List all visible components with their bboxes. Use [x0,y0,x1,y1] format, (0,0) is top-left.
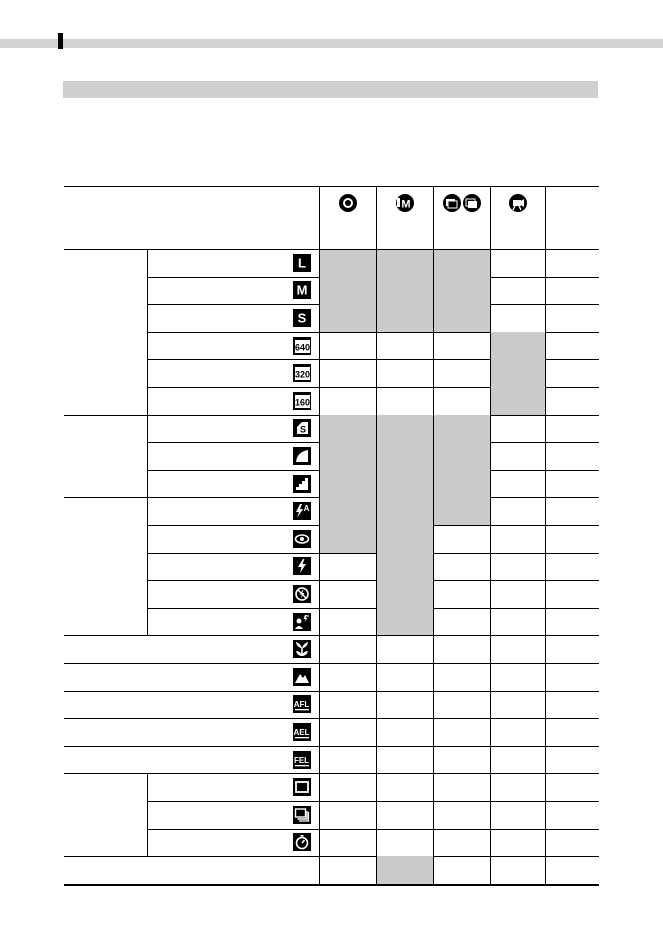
svg-text:S: S [297,310,307,326]
row-divider [147,829,599,830]
group-label-divider [147,773,148,856]
fine-compression-icon [293,447,311,465]
available-cell [376,525,433,553]
row-divider [147,801,599,802]
svg-text:160: 160 [294,397,311,408]
movie-160-icon [293,392,311,410]
continuous-shooting-icon [293,806,311,824]
available-cell [319,525,376,553]
normal-compression-icon [293,475,311,493]
svg-text:M: M [296,282,308,298]
available-cell [319,415,376,443]
svg-text:S: S [299,424,307,435]
svg-text:FEL: FEL [293,755,310,765]
available-cell [433,249,490,277]
mode-column-divider [376,186,377,884]
row-divider [147,553,599,554]
svg-text:640: 640 [294,342,311,353]
available-cell [319,497,376,525]
resolution-large-icon [293,254,311,272]
stitch-assist-icon [442,193,482,218]
available-cell [376,442,433,470]
available-cell [376,304,433,332]
header-divider [64,249,599,250]
available-cell [433,497,490,525]
mode-column-divider [319,186,320,884]
mode-column-divider [490,186,491,884]
available-cell [376,497,433,525]
available-cell [376,470,433,498]
available-cell [433,277,490,305]
superfine-compression-icon [293,419,311,437]
available-cell [376,553,433,581]
available-cell [490,332,545,360]
af-lock-icon [293,695,311,713]
svg-text:L: L [298,255,306,271]
row-divider [147,580,599,581]
flash-off-icon [293,585,311,603]
group-label-divider [147,497,148,635]
row-divider [64,718,599,719]
flash-on-icon [293,557,311,575]
row-divider [64,746,599,747]
red-eye-reduction-icon [293,530,311,548]
macro-icon [293,640,311,658]
table-bottom-border [64,884,599,886]
available-cell [319,304,376,332]
row-divider [64,663,599,664]
svg-text:AFL: AFL [293,700,310,710]
available-cell [376,277,433,305]
available-cell [433,442,490,470]
available-cell [376,856,433,884]
movie-320-icon [293,364,311,382]
fe-lock-icon [293,751,311,769]
available-cell [433,470,490,498]
available-cell [433,415,490,443]
table-top-border [64,186,599,187]
group-label-divider [147,249,148,415]
row-divider [147,608,599,609]
svg-text:320: 320 [294,369,311,380]
group-label-divider [147,415,148,498]
ae-lock-icon [293,723,311,741]
row-divider [64,856,599,857]
available-cell [490,387,545,415]
svg-text:M: M [400,198,411,211]
mode-column-divider [545,186,546,884]
self-timer-icon [293,833,311,851]
available-cell [319,277,376,305]
mode-column-divider [433,186,434,884]
available-cell [376,580,433,608]
movie-mode-icon [508,193,528,218]
auto-mode-icon [338,193,358,218]
resolution-small-icon [293,309,311,327]
infinity-landscape-icon [293,668,311,686]
available-cell [319,249,376,277]
svg-text:AEL: AEL [293,728,310,737]
available-cell [319,470,376,498]
available-cell [376,249,433,277]
manual-mode-icon [395,193,415,218]
row-divider [64,635,599,636]
movie-640-icon [293,337,311,355]
resolution-medium-icon [293,281,311,299]
svg-text:A: A [303,504,310,514]
row-divider [64,773,599,774]
available-cell [319,442,376,470]
available-cell [376,608,433,636]
available-cell [433,304,490,332]
available-cell [376,415,433,443]
flash-auto-icon [293,502,311,520]
row-divider [64,691,599,692]
single-shot-icon [293,778,311,796]
slow-sync-icon [293,613,311,631]
available-cell [490,359,545,387]
